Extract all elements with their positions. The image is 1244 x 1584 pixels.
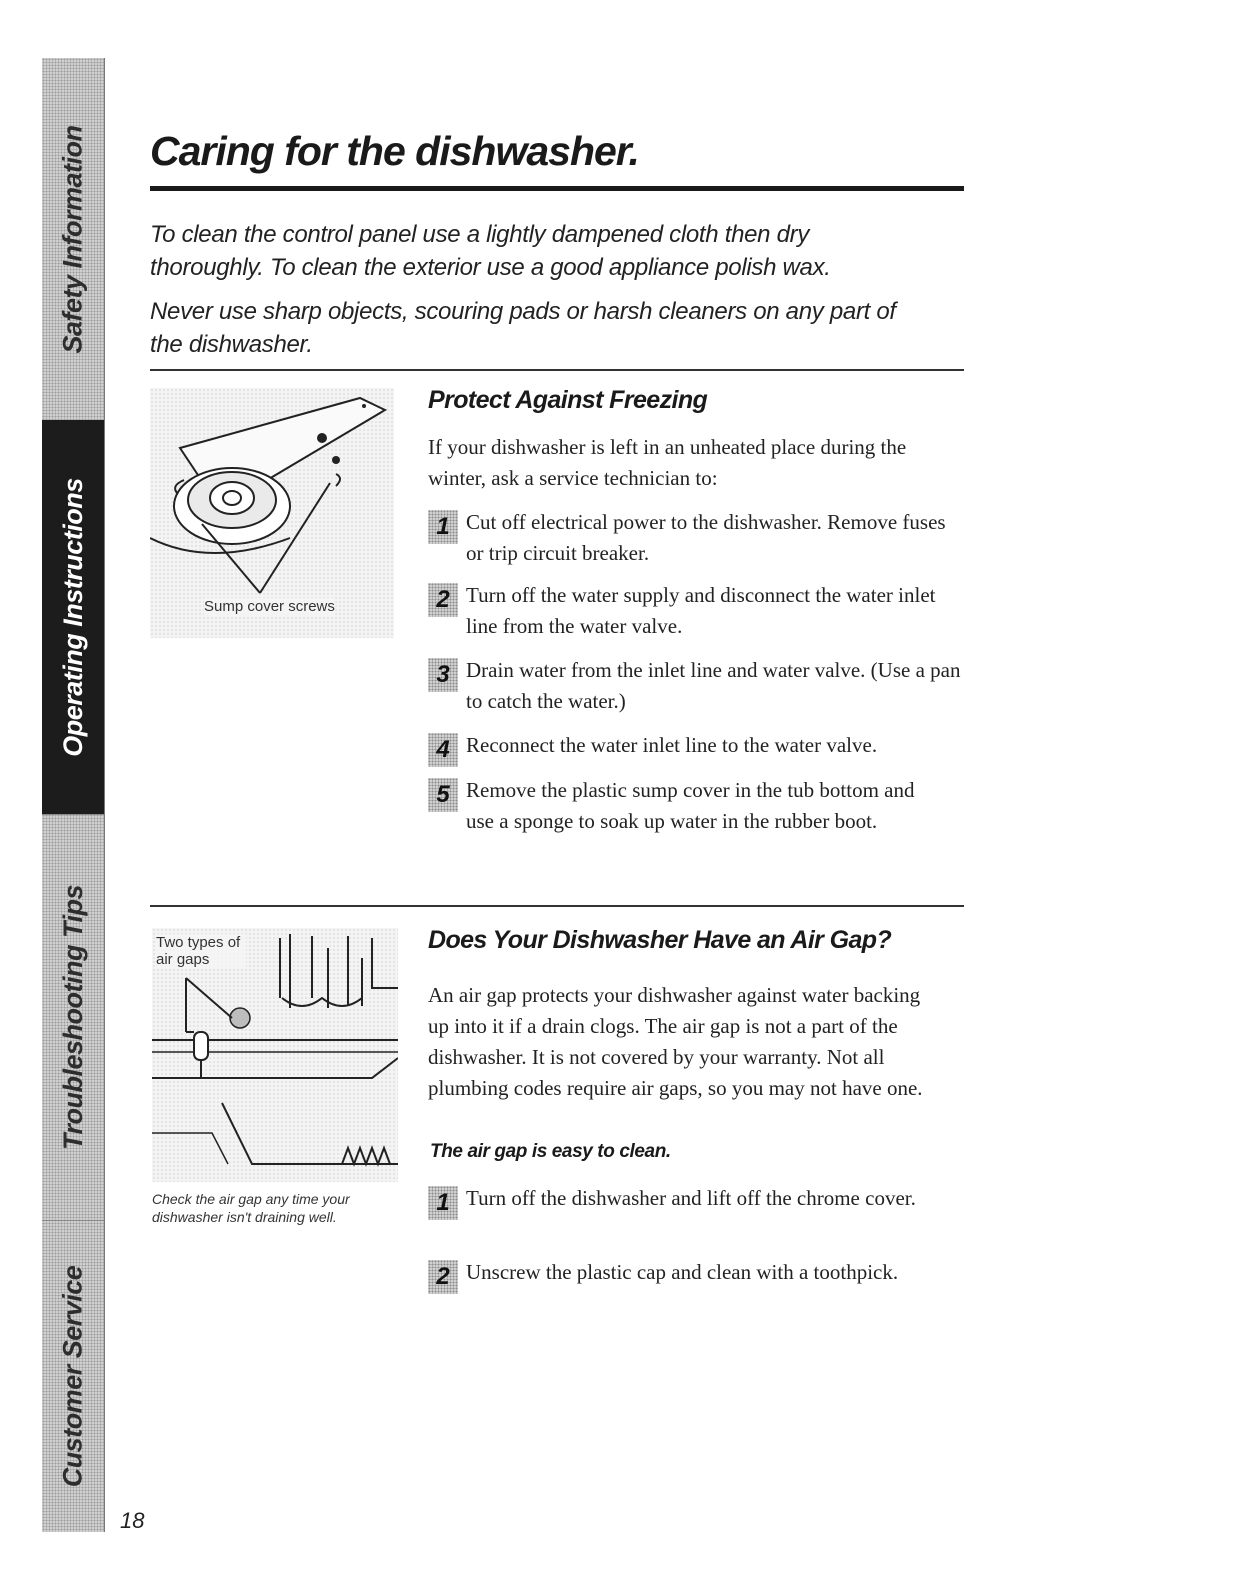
section-title-air-gap: Does Your Dishwasher Have an Air Gap? — [428, 926, 892, 954]
page-title: Caring for the dishwasher. — [150, 128, 639, 174]
section-divider — [150, 369, 964, 371]
tab-safety-information[interactable] — [42, 58, 104, 421]
step-text: Cut off electrical power to the dishwasher. Remove fuses or trip circuit breaker. — [466, 510, 946, 565]
freezing-step — [428, 730, 968, 767]
step-text: Drain water from the inlet line and water valve. (Use a pan to catch the water.) — [466, 658, 961, 713]
freezing-body: If your dishwasher is left in an unheated place during the winter, ask a service technician to: — [428, 435, 907, 490]
step-number-badge: 2 — [428, 583, 458, 617]
tab-customer-service[interactable] — [42, 1220, 104, 1532]
step-number-badge: 5 — [428, 778, 458, 812]
freezing-step — [428, 507, 968, 569]
sump-cover-illustration — [150, 388, 394, 638]
air-gap-body: An air gap protects your dishwasher against water backing up into it if a drain clogs. The air gap is not a part of the dishwasher. It is not covered by your warranty. Not all plumbing codes require air gaps, so you may not have one. — [428, 983, 923, 1100]
step-text: Turn off the water supply and disconnect the water inlet line from the water valve. — [466, 583, 936, 638]
step-text: Remove the plastic sump cover in the tub bottom and use a sponge to soak up water in the rubber boot. — [466, 778, 915, 833]
figure-caption: Check the air gap any time your dishwasher isn't draining well. — [152, 1191, 350, 1225]
sidebar-nav — [42, 58, 105, 1532]
freezing-step — [428, 580, 968, 642]
air-gap-subhead: The air gap is easy to clean. — [430, 1141, 671, 1162]
freezing-step — [428, 775, 938, 837]
section-title-freezing: Protect Against Freezing — [428, 386, 708, 414]
freezing-step — [428, 655, 968, 717]
step-text: Unscrew the plastic cap and clean with a toothpick. — [466, 1260, 899, 1284]
air-gap-illustration — [152, 928, 398, 1182]
step-number-badge: 2 — [428, 1260, 458, 1294]
tab-label: Operating Instructions — [57, 477, 88, 757]
figure-label: Sump cover screws — [204, 598, 335, 615]
warning-paragraph: Never use sharp objects, scouring pads or harsh cleaners on any part of the dishwasher. — [150, 298, 896, 358]
tab-label: Troubleshooting Tips — [57, 884, 88, 1150]
intro-paragraph: To clean the control panel use a lightly dampened cloth then dry thoroughly. To clean the exterior use a good appliance polish wax. — [150, 221, 831, 281]
tab-operating-instructions[interactable] — [42, 420, 104, 815]
step-text: Reconnect the water inlet line to the water valve. — [466, 733, 878, 757]
air-gap-step — [428, 1183, 938, 1220]
step-number-badge: 4 — [428, 733, 458, 767]
step-text: Turn off the dishwasher and lift off the chrome cover. — [466, 1186, 916, 1210]
tab-label: Safety Information — [57, 124, 88, 354]
section-divider — [150, 905, 964, 907]
tab-troubleshooting-tips[interactable] — [42, 814, 104, 1221]
step-number-badge: 1 — [428, 510, 458, 544]
figure-label: Two types of air gaps — [156, 934, 246, 968]
step-number-badge: 3 — [428, 658, 458, 692]
tab-label: Customer Service — [57, 1265, 88, 1487]
title-rule — [150, 186, 964, 191]
air-gap-step — [428, 1257, 968, 1294]
page-number: 18 — [120, 1508, 145, 1533]
step-number-badge: 1 — [428, 1186, 458, 1220]
